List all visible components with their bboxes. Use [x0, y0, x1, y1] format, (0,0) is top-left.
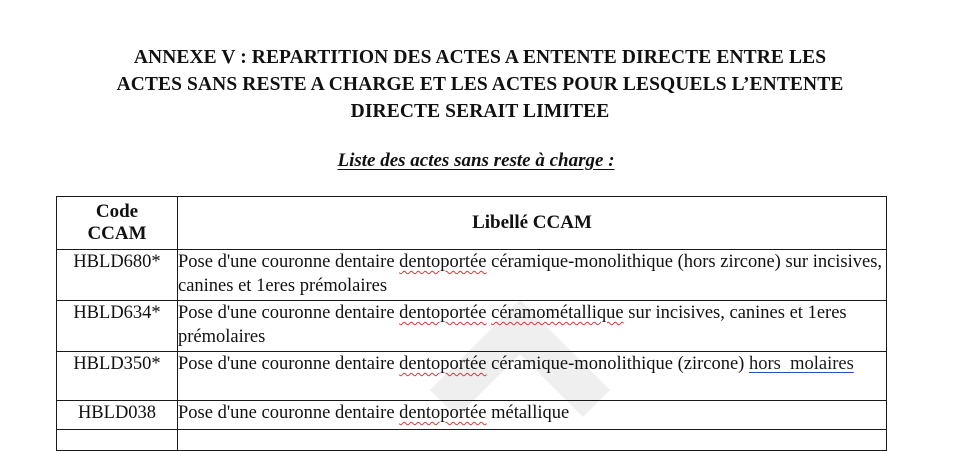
table-header-row	[57, 197, 887, 250]
act-label-text: Pose d'une couronne dentaire	[178, 252, 400, 272]
spellcheck-word: dentoportée	[399, 354, 487, 374]
acts-table	[56, 196, 887, 451]
hors-molaires-link[interactable]: hors molaires	[748, 354, 854, 374]
spellcheck-word: dentoportée	[399, 252, 487, 272]
act-code-empty	[57, 430, 178, 451]
spellcheck-word: céramométallique	[491, 303, 624, 323]
act-label	[178, 352, 887, 401]
table-row	[57, 250, 887, 301]
annex-title-line-3: DIRECTE SERAIT LIMITEE	[350, 101, 610, 122]
annex-title-line-1: ANNEXE V : REPARTITION DES ACTES A ENTENTE DIRECTE ENTRE LES	[133, 47, 827, 68]
annex-title-line-2: ACTES SANS RESTE A CHARGE ET LES ACTES POUR LESQUELS L’ENTENTE	[116, 74, 844, 95]
act-code: HBLD038	[57, 401, 178, 430]
spellcheck-word: dentoportée	[399, 403, 487, 423]
act-label-text: Pose d'une couronne dentaire	[178, 403, 400, 423]
act-code: HBLD350*	[57, 352, 178, 401]
act-label-text: sur incisives, canines et 1eres prémolaires	[178, 303, 847, 347]
act-label	[178, 301, 887, 352]
act-code: HBLD680*	[57, 250, 178, 301]
act-label	[178, 401, 887, 430]
act-label-text: métallique	[486, 403, 570, 423]
table-row	[57, 352, 887, 401]
section-subtitle: Liste des actes sans reste à charge :	[337, 150, 615, 171]
header-code-ccam	[57, 197, 178, 250]
header-code-line-2: CCAM	[87, 223, 147, 244]
header-libelle-ccam: Libellé CCAM	[178, 197, 887, 250]
act-label	[178, 250, 887, 301]
header-code-line-1: Code	[95, 201, 139, 222]
act-label-text: céramique-monolithique (zircone)	[486, 354, 749, 374]
table-row	[57, 401, 887, 430]
table-row	[57, 301, 887, 352]
act-code: HBLD634*	[57, 301, 178, 352]
spellcheck-word: dentoportée	[399, 303, 487, 323]
act-label-text: Pose d'une couronne dentaire	[178, 303, 400, 323]
act-label-empty	[178, 430, 887, 451]
table-row	[57, 430, 887, 451]
act-label-text: Pose d'une couronne dentaire	[178, 354, 400, 374]
annex-title	[40, 44, 920, 125]
act-label-text: céramique-monolithique (hors zircone) sur incisives, canines et 1eres prémolaires	[178, 252, 883, 296]
